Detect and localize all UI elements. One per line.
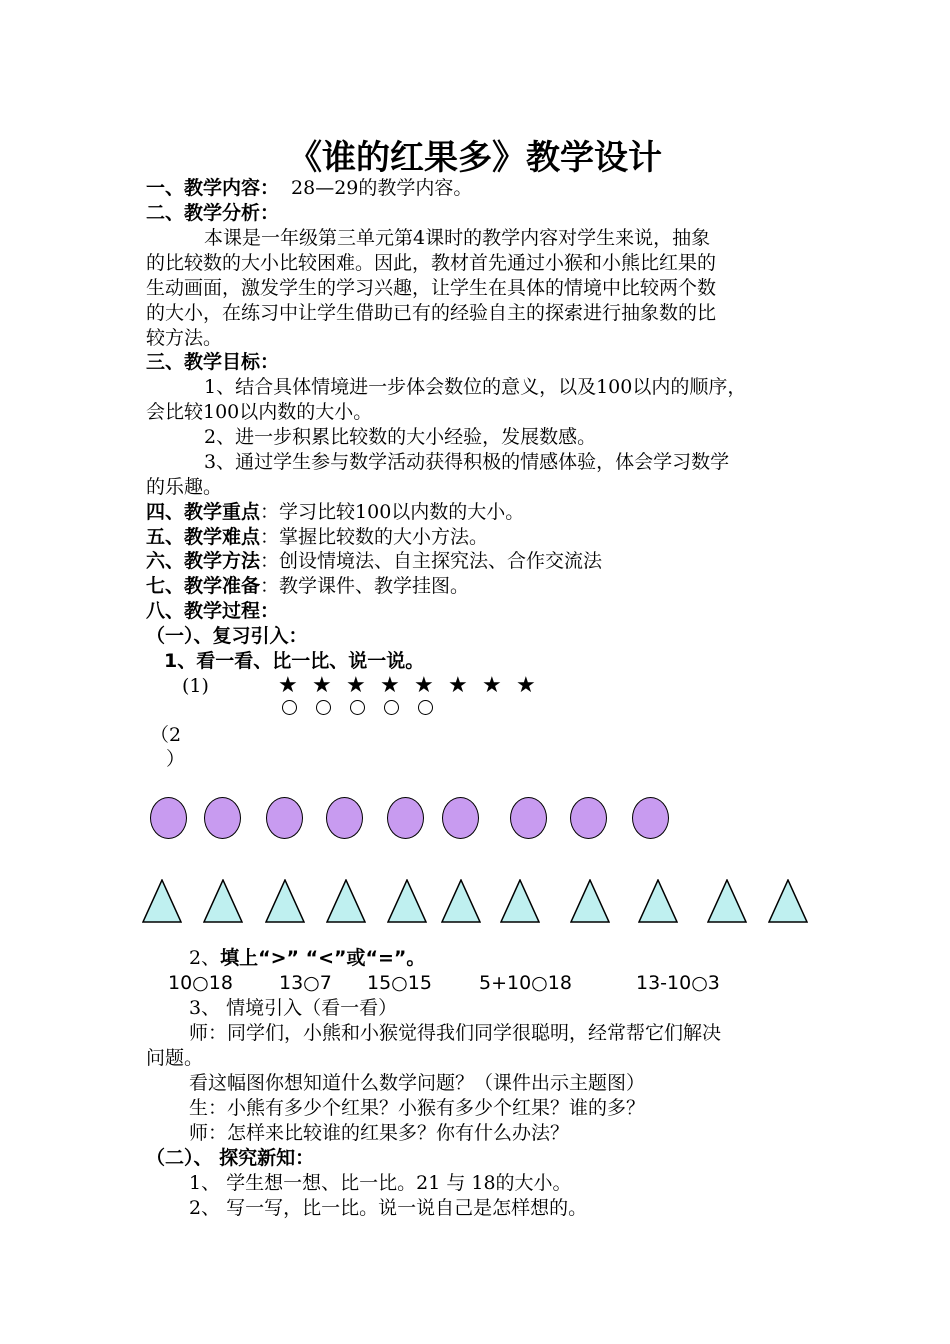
- section-method-heading: 六、教学方法: [146, 550, 261, 572]
- section-analysis-heading: 二、教学分析：: [146, 202, 280, 224]
- purple-ellipse: [266, 797, 303, 839]
- scene-line: 看这幅图你想知道什么数学问题？（课件出示主题图）: [189, 1072, 646, 1094]
- purple-ellipse: [442, 797, 479, 839]
- circle-icon: [282, 700, 297, 715]
- scene-line: 问题。: [146, 1047, 204, 1069]
- cyan-triangle: [707, 879, 747, 923]
- compare-item: 5+10○18: [479, 972, 572, 994]
- task2-text: 填上“>” “<”或“=”。: [220, 947, 426, 969]
- purple-ellipse: [204, 797, 241, 839]
- star-icon: ★: [414, 673, 434, 698]
- section-goals-heading: 三、教学目标：: [146, 351, 280, 373]
- section-content: [146, 176, 472, 200]
- goal-line: 2、进一步积累比较数的大小经验，发展数感。: [204, 426, 597, 448]
- page-title: 《谁的红果多》教学设计: [288, 138, 662, 178]
- analysis-line: 本课是一年级第三单元第4课时的教学内容对学生来说，抽象: [204, 227, 711, 249]
- scene-line: 师：同学们，小熊和小猴觉得我们同学很聪明，经常帮它们解决: [189, 1022, 722, 1044]
- section-method: [146, 549, 602, 573]
- item2-label: （2: [150, 724, 182, 746]
- item1-label: (1): [182, 675, 209, 697]
- circle-icon: [316, 700, 331, 715]
- star-icon: ★: [278, 673, 298, 698]
- compare-item: 15○15: [367, 972, 432, 994]
- explore-line: 1、 学生想一想、比一比。21 与 18的大小。: [189, 1172, 572, 1194]
- cyan-triangle: [142, 879, 182, 923]
- section-process-heading: 八、教学过程：: [146, 600, 280, 622]
- section-keypoint-text: ：学习比较100以内数的大小。: [260, 501, 525, 523]
- compare-item: 13-10○3: [636, 972, 720, 994]
- cyan-triangle: [326, 879, 366, 923]
- purple-ellipse: [570, 797, 607, 839]
- section-difficulty: [146, 525, 488, 549]
- part1-heading: （一）、复习引入：: [146, 625, 308, 647]
- analysis-line: 较方法。: [146, 327, 223, 349]
- cyan-triangle: [638, 879, 678, 923]
- purple-ellipse: [632, 797, 669, 839]
- section-keypoint-heading: 四、教学重点: [146, 501, 261, 523]
- analysis-line: 的大小，在练习中让学生借助已有的经验自主的探索进行抽象数的比: [146, 302, 717, 324]
- analysis-line: 生动画面，激发学生的学习兴趣，让学生在具体的情境中比较两个数: [146, 277, 717, 299]
- cyan-triangle: [265, 879, 305, 923]
- cyan-triangle: [441, 879, 481, 923]
- scene-line: 师：怎样来比较谁的红果多？你有什么办法？: [189, 1122, 570, 1144]
- compare-item: 10○18: [168, 972, 233, 994]
- part2-heading: （二）、 探究新知：: [146, 1147, 315, 1169]
- purple-ellipse: [387, 797, 424, 839]
- star-icon: ★: [380, 673, 400, 698]
- task3-text: 3、 情境引入（看一看）: [189, 997, 398, 1019]
- compare-item: 13○7: [279, 972, 332, 994]
- section-keypoint: [146, 500, 524, 524]
- goal-line: 的乐趣。: [146, 476, 223, 498]
- purple-ellipse: [326, 797, 363, 839]
- explore-line: 2、 写一写，比一比。说一说自己是怎样想的。: [189, 1197, 588, 1219]
- goal-line: 1、结合具体情境进一步体会数位的意义，以及100以内的顺序，: [204, 376, 747, 398]
- analysis-line: 的比较数的大小比较困难。因此，教材首先通过小猴和小熊比红果的: [146, 252, 717, 274]
- circle-icon: [350, 700, 365, 715]
- star-icon: ★: [482, 673, 502, 698]
- section-difficulty-text: ：掌握比较数的大小方法。: [260, 526, 489, 548]
- circle-icon: [384, 700, 399, 715]
- section-content-heading: 一、教学内容：: [146, 177, 280, 199]
- cyan-triangle: [768, 879, 808, 923]
- section-prep: [146, 574, 469, 598]
- star-icon: ★: [346, 673, 366, 698]
- cyan-triangle: [570, 879, 610, 923]
- task2-number: 2、: [189, 947, 221, 969]
- item2-label-close: ）: [166, 748, 186, 770]
- purple-ellipse: [150, 797, 187, 839]
- cyan-triangle: [203, 879, 243, 923]
- scene-line: 生：小熊有多少个红果？小猴有多少个红果？谁的多？: [189, 1097, 646, 1119]
- cyan-triangle: [387, 879, 427, 923]
- star-icon: ★: [448, 673, 468, 698]
- section-prep-text: ：教学课件、教学挂图。: [260, 575, 470, 597]
- section-difficulty-heading: 五、教学难点: [146, 526, 261, 548]
- task1-text: 1、看一看、比一比、说一说。: [164, 650, 425, 672]
- task2: [189, 946, 425, 970]
- star-icon: ★: [312, 673, 332, 698]
- purple-ellipse: [510, 797, 547, 839]
- goal-line: 会比较100以内数的大小。: [146, 401, 373, 423]
- section-content-text: 28—29的教学内容。: [291, 177, 473, 199]
- cyan-triangle: [500, 879, 540, 923]
- goal-line: 3、通过学生参与数学活动获得积极的情感体验，体会学习数学: [204, 451, 730, 473]
- circle-icon: [418, 700, 433, 715]
- section-method-text: ：创设情境法、自主探究法、合作交流法: [260, 550, 603, 572]
- section-prep-heading: 七、教学准备: [146, 575, 261, 597]
- star-icon: ★: [516, 673, 536, 698]
